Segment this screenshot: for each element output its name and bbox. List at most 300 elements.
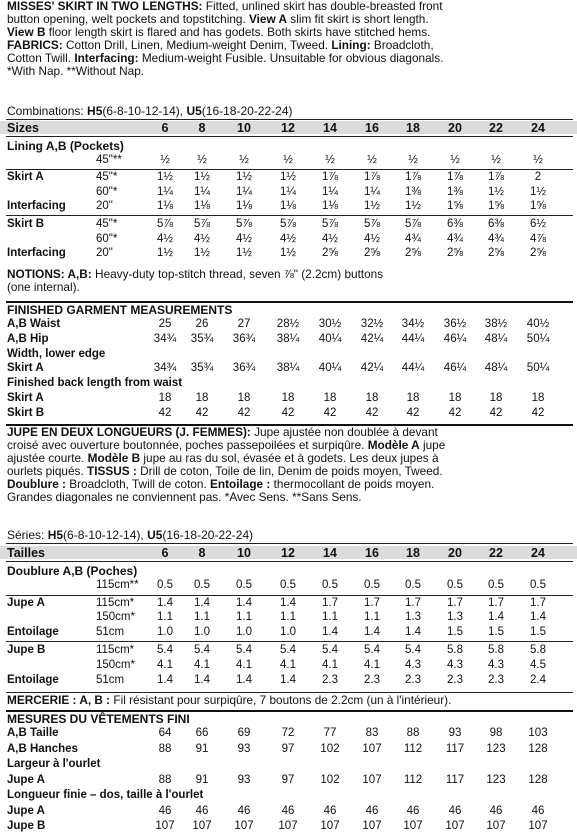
divider (6, 561, 573, 562)
table-cell: 112 (403, 742, 423, 755)
table-cell: 1.4 (322, 625, 338, 638)
table-cell: 27 (237, 318, 251, 330)
table-cell: 0.5 (194, 579, 210, 591)
table-cell: 18 (323, 392, 337, 404)
table-cell: 42 (281, 406, 295, 419)
table-cell: 0.5 (364, 579, 380, 591)
table-cell: 5⅞ (280, 218, 296, 231)
row-label: Jupe B (7, 820, 46, 832)
table-row (0, 659, 577, 672)
table-cell: 5.8 (488, 644, 504, 657)
row-label: Longueur finie – dos, taille à l'ourlet (7, 789, 204, 801)
table-row (0, 233, 577, 246)
table-cell: 0.5 (447, 579, 463, 591)
table-cell: 1.4 (157, 673, 173, 686)
table-cell: 2.3 (364, 673, 380, 686)
table-cell: 35¾ (190, 362, 214, 375)
table-cell: 102 (320, 773, 340, 786)
table-cell: 0.5 (157, 579, 173, 591)
en-sizes-header (0, 121, 577, 134)
text-run: croisé avec ouverture boutonnée, poches passepoilées et surpiqûre. (7, 438, 368, 452)
table-cell: 20 (448, 546, 462, 560)
row-label: Jupe B (7, 644, 46, 657)
table-cell: 4.1 (236, 659, 252, 671)
text-run: MISSES' SKIRT IN TWO LENGTHS: (7, 0, 203, 13)
table-cell: ½ (533, 154, 543, 166)
text-run: thermocollant de poids moyen. (270, 477, 435, 491)
table-cell: 4¾ (447, 232, 463, 245)
notions-line (7, 694, 573, 707)
row-label: Jupe A (7, 773, 45, 786)
table-cell: 107 (278, 820, 298, 832)
en-intro-line (7, 65, 573, 78)
table-cell: 22 (489, 121, 503, 135)
text-run: U5 (147, 528, 163, 542)
table-cell: 26 (195, 318, 209, 330)
table-cell: 4½ (157, 232, 173, 245)
table-cell: 4.1 (194, 659, 210, 671)
table-cell: 4.1 (280, 659, 296, 671)
table-cell: 48¼ (484, 332, 508, 345)
table-row (0, 758, 577, 771)
table-cell: 107 (528, 820, 548, 832)
text-run: (6-8-10-12-14), (63, 528, 148, 542)
text-run: Interfacing: (74, 51, 139, 65)
fabric-width: 20" (96, 246, 113, 259)
table-cell: 1½ (405, 199, 421, 212)
table-cell: 112 (403, 773, 423, 786)
table-cell: ½ (160, 154, 170, 166)
table-cell: ½ (367, 154, 377, 166)
table-cell: 1⅝ (488, 199, 504, 212)
table-cell: 6½ (530, 218, 546, 231)
fabric-width: 115cm* (96, 644, 135, 657)
row-label: Largeur à l'ourlet (7, 758, 101, 770)
table-cell: ½ (491, 154, 501, 166)
text-run: Broadcloth, Twill de coton. (65, 477, 211, 491)
table-cell: 107 (362, 773, 382, 786)
table-cell: 40¼ (318, 332, 342, 345)
table-cell: 34¾ (153, 332, 177, 345)
table-row (0, 362, 577, 375)
table-cell: 25 (158, 318, 172, 330)
table-cell: 18 (531, 392, 545, 404)
table-cell: 42 (237, 406, 251, 419)
table-cell: 5⅞ (194, 218, 210, 231)
text-run: H5 (47, 528, 64, 542)
table-cell: 1.3 (447, 611, 463, 624)
table-cell: 46 (195, 804, 209, 817)
row-label: Jupe A (7, 596, 45, 609)
table-cell: 4½ (236, 232, 252, 245)
table-cell: 2⅝ (488, 246, 504, 259)
table-cell: 18 (281, 392, 295, 404)
table-cell: 107 (234, 820, 254, 832)
table-cell: 1.4 (194, 596, 210, 609)
table-cell: 18 (237, 392, 251, 404)
table-cell: 1.4 (530, 611, 546, 624)
text-run: FABRICS: (7, 38, 63, 52)
table-cell: 107 (362, 742, 382, 755)
fabric-width: 51cm (96, 625, 125, 638)
table-cell: 6⅜ (488, 218, 504, 231)
text-run: Cotton Twill. (7, 51, 75, 65)
table-cell: 5.8 (530, 644, 546, 657)
table-cell: 1¼ (194, 185, 210, 198)
table-cell: 6 (161, 121, 169, 135)
table-cell: 1½ (157, 246, 173, 259)
table-cell: 1½ (236, 171, 252, 184)
table-cell: 72 (281, 727, 295, 739)
table-cell: 5.4 (322, 644, 338, 657)
table-cell: 36½ (443, 318, 467, 330)
fabric-width: 45"* (96, 218, 118, 231)
row-label: A,B Taille (7, 727, 59, 739)
divider (6, 119, 573, 120)
text-run: Drill de coton, Toile de lin, Denim de poids moyen, Tweed. (136, 464, 443, 478)
row-label: A,B Waist (7, 318, 61, 330)
table-cell: ½ (283, 154, 293, 166)
table-cell: 32½ (360, 318, 384, 330)
table-cell: 88 (158, 773, 172, 786)
divider (6, 169, 573, 170)
fr-series (7, 528, 253, 542)
table-cell: 1.7 (322, 596, 338, 609)
text-run: NOTIONS: A,B: (7, 267, 92, 281)
table-row (0, 644, 577, 657)
table-cell: 14 (323, 121, 337, 135)
table-cell: 77 (323, 727, 337, 739)
table-cell: ½ (325, 154, 335, 166)
table-cell: 12 (281, 546, 295, 560)
table-cell: ½ (197, 154, 207, 166)
table-cell: 1.0 (194, 625, 210, 638)
table-cell: 1⅛ (322, 199, 338, 212)
table-cell: 1⅞ (447, 171, 463, 184)
table-cell: 4½ (364, 232, 380, 245)
table-cell: 28½ (276, 318, 300, 330)
text-run: slim fit skirt is short length. (287, 12, 429, 26)
fabric-width: 45"* (96, 171, 118, 184)
table-cell: 48¼ (484, 362, 508, 375)
row-label: Entoilage (7, 625, 59, 638)
fabric-width: 150cm* (96, 611, 135, 624)
fabric-width: 115cm* (96, 596, 135, 609)
row-label: A,B Hip (7, 332, 49, 345)
table-cell: 44¼ (401, 362, 425, 375)
table-cell: 1.7 (530, 596, 546, 609)
table-row (0, 318, 577, 331)
table-cell: 1⅝ (530, 199, 546, 212)
table-cell: 0.5 (280, 579, 296, 591)
table-cell: 18 (406, 121, 420, 135)
table-cell: 69 (237, 727, 251, 739)
table-cell: 5.4 (236, 644, 252, 657)
table-cell: 1½ (280, 246, 296, 259)
table-row (0, 805, 577, 818)
fabric-width: 20" (96, 199, 113, 212)
table-cell: 46 (158, 804, 172, 817)
table-cell: 1.4 (236, 596, 252, 609)
row-label: Width, lower edge (7, 347, 106, 360)
table-cell: 4.1 (364, 659, 380, 671)
row-label: Interfacing (7, 199, 66, 212)
row-label: A,B Hanches (7, 742, 78, 755)
table-cell: ½ (239, 154, 249, 166)
table-cell: 1.1 (236, 611, 252, 624)
table-cell: 5.4 (194, 644, 210, 657)
text-run: ourlets piqués. (7, 464, 88, 478)
table-cell: 2 (534, 171, 542, 184)
table-cell: 64 (158, 727, 172, 739)
table-cell: 107 (486, 820, 506, 832)
table-cell: 46 (531, 804, 545, 817)
table-cell: 46¼ (443, 362, 467, 375)
table-cell: 30½ (318, 318, 342, 330)
text-run: ajustée courte. (7, 451, 88, 465)
table-cell: 1¼ (364, 185, 380, 198)
table-cell: 102 (320, 742, 340, 755)
table-cell: 10 (237, 121, 251, 135)
table-cell: 4½ (280, 232, 296, 245)
text-run: Cotton Drill, Linen, Medium-weight Denim, Tweed. (62, 38, 332, 52)
table-row (0, 333, 577, 346)
table-cell: 18 (448, 392, 462, 404)
table-row (0, 186, 577, 199)
row-label: Jupe A (7, 804, 45, 817)
table-cell: 1.1 (157, 611, 173, 624)
table-row (0, 247, 577, 260)
table-cell: 1.0 (236, 625, 252, 638)
fabric-width: 60"* (96, 185, 118, 198)
fr-intro-line (7, 491, 573, 504)
table-cell: 107 (320, 820, 340, 832)
table-cell: 4.1 (322, 659, 338, 671)
table-row (0, 789, 577, 802)
table-cell: 2.3 (488, 673, 504, 686)
table-cell: 1.4 (280, 596, 296, 609)
table-cell: 40½ (526, 318, 550, 330)
fabric-width: 150cm* (96, 659, 135, 671)
table-cell: 40¼ (318, 362, 342, 375)
table-cell: 42 (406, 406, 420, 419)
table-cell: 46¼ (443, 332, 467, 345)
table-cell: 10 (237, 546, 251, 560)
text-run: Broadcloth, (370, 38, 434, 52)
text-run: View B (7, 25, 46, 39)
table-cell: ½ (408, 154, 418, 166)
table-cell: 1.4 (405, 625, 421, 638)
table-row (0, 407, 577, 420)
table-cell: 1.1 (322, 611, 338, 624)
table-cell: 16 (365, 121, 379, 135)
table-row (0, 348, 577, 361)
text-run: (16-18-20-22-24) (201, 104, 293, 118)
table-cell: 4.3 (405, 659, 421, 671)
table-cell: 2.3 (447, 673, 463, 686)
table-cell: 1½ (364, 199, 380, 212)
table-row (0, 820, 577, 833)
text-run: Séries: (7, 528, 48, 542)
text-run: Heavy-duty top-stitch thread, seven ⅞" (2.2cm) buttons (91, 267, 384, 281)
table-cell: 24 (531, 546, 545, 560)
table-cell: 1.1 (280, 611, 296, 624)
en-lining-title: Lining A,B (Pockets) (7, 139, 124, 153)
table-cell: 1½ (236, 246, 252, 259)
table-cell: 5.4 (405, 644, 421, 657)
fabric-width: 60"* (96, 232, 118, 245)
table-cell: 4⅞ (530, 232, 546, 245)
table-cell: 50¼ (526, 332, 550, 345)
table-cell: 1½ (194, 246, 210, 259)
table-cell: 83 (365, 727, 379, 739)
table-cell: 107 (403, 820, 423, 832)
table-cell: 22 (489, 546, 503, 560)
table-cell: 5.4 (280, 644, 296, 657)
table-cell: 2.3 (405, 673, 421, 686)
table-cell: 1⅞ (322, 171, 338, 184)
table-cell: 1.4 (364, 625, 380, 638)
table-cell: 42 (448, 406, 462, 419)
table-cell: 5.4 (157, 644, 173, 657)
table-cell: 1½ (157, 171, 173, 184)
table-cell: 1.4 (157, 596, 173, 609)
table-cell: 91 (195, 742, 209, 755)
text-run: Modèle A (367, 438, 420, 452)
table-cell: 18 (406, 546, 420, 560)
table-cell: 1⅞ (488, 171, 504, 184)
table-cell: 4.5 (530, 659, 546, 671)
text-run: View A (249, 12, 288, 26)
text-run: jupe (419, 438, 446, 452)
table-cell: 2⅝ (322, 246, 338, 259)
fr-notions (7, 694, 573, 707)
table-cell: 2.4 (530, 673, 546, 686)
text-run: H5 (87, 104, 103, 118)
table-cell: 1.7 (447, 596, 463, 609)
table-cell: 5⅞ (322, 218, 338, 231)
table-cell: 1½ (194, 171, 210, 184)
table-cell: 1¼ (322, 185, 338, 198)
table-cell: 4½ (322, 232, 338, 245)
table-cell: 4.3 (447, 659, 463, 671)
sizes-label: Tailles (7, 546, 45, 560)
divider (6, 641, 573, 642)
fabric-width: 45"** (96, 154, 122, 166)
table-cell: 66 (195, 727, 209, 739)
table-cell: 4.1 (157, 659, 173, 671)
table-cell: 1⅞ (405, 171, 421, 184)
text-run: *With Nap. **Without Nap. (7, 64, 145, 78)
table-cell: 117 (445, 773, 465, 786)
table-cell: 46 (448, 804, 462, 817)
table-cell: 0.5 (322, 579, 338, 591)
table-cell: 42 (531, 406, 545, 419)
row-label: Entoilage (7, 673, 59, 686)
table-cell: 1.5 (447, 625, 463, 638)
table-cell: 38¼ (276, 332, 300, 345)
text-run: floor length skirt is flared and has godets. Both skirts have stitched hems. (45, 25, 431, 39)
text-run: U5 (186, 104, 202, 118)
table-cell: 1.7 (488, 596, 504, 609)
table-cell: 6 (161, 546, 169, 560)
table-cell: 107 (192, 820, 212, 832)
table-cell: 1.7 (364, 596, 380, 609)
table-cell: 18 (158, 392, 172, 404)
table-cell: 2⅝ (447, 246, 463, 259)
table-cell: 5.8 (447, 644, 463, 657)
text-run: Jupe ajustée non doublée à devant (250, 425, 438, 439)
divider (6, 543, 573, 544)
table-cell: 1.4 (236, 673, 252, 686)
text-run: TISSUS : (87, 464, 137, 478)
table-cell: 5⅞ (236, 218, 252, 231)
table-cell: 0.5 (236, 579, 252, 591)
row-label: Interfacing (7, 246, 66, 259)
text-run: (one internal). (7, 280, 80, 294)
table-cell: 34¾ (153, 362, 177, 375)
table-cell: 46 (489, 804, 503, 817)
table-cell: 103 (528, 727, 548, 739)
table-row (0, 674, 577, 687)
table-cell: 38¼ (276, 362, 300, 375)
table-cell: 38½ (484, 318, 508, 330)
table-cell: 16 (365, 546, 379, 560)
fr-sizes-header (0, 546, 577, 559)
text-run: Medium-weight Fusible. Unsuitable for obvious diagonals. (138, 51, 444, 65)
table-cell: 1⅜ (405, 185, 421, 198)
table-row (0, 774, 577, 787)
table-cell: ½ (450, 154, 460, 166)
table-cell: 117 (445, 742, 465, 755)
table-cell: 107 (445, 820, 465, 832)
table-cell: 107 (362, 820, 382, 832)
table-row (0, 218, 577, 231)
text-run: Entoilage : (210, 477, 271, 491)
table-row (0, 171, 577, 184)
row-label: Skirt A (7, 171, 44, 184)
row-label: Finished back length from waist (7, 377, 183, 390)
table-cell: 46 (281, 804, 295, 817)
table-cell: 12 (281, 121, 295, 135)
text-run: Modèle B (87, 451, 141, 465)
table-cell: 1⅛ (194, 199, 210, 212)
table-cell: 46 (365, 804, 379, 817)
table-row (0, 392, 577, 405)
text-run: (16-18-20-22-24) (162, 528, 254, 542)
table-cell: 50¼ (526, 362, 550, 375)
table-cell: 1¼ (157, 185, 173, 198)
table-cell: 46 (323, 804, 337, 817)
table-cell: 1½ (280, 171, 296, 184)
table-cell: 5⅞ (364, 218, 380, 231)
row-label: Skirt B (7, 406, 45, 419)
table-row (0, 727, 577, 740)
fabric-width: 115cm** (96, 579, 139, 591)
text-run: Lining: (331, 38, 371, 52)
table-cell: 5⅞ (157, 218, 173, 231)
table-cell: 1⅝ (447, 199, 463, 212)
table-row (0, 597, 577, 610)
table-cell: 42 (365, 406, 379, 419)
table-row (0, 200, 577, 213)
table-cell: 0.5 (405, 579, 421, 591)
text-run: Fitted, unlined skirt has double-breasted front (202, 0, 443, 13)
table-cell: 97 (281, 773, 295, 786)
table-cell: 1⅛ (157, 199, 173, 212)
table-cell: 14 (323, 546, 337, 560)
text-run: Fil résistant pour surpiqûre, 7 boutons de 2.2cm (un à l'intérieur). (110, 693, 452, 707)
